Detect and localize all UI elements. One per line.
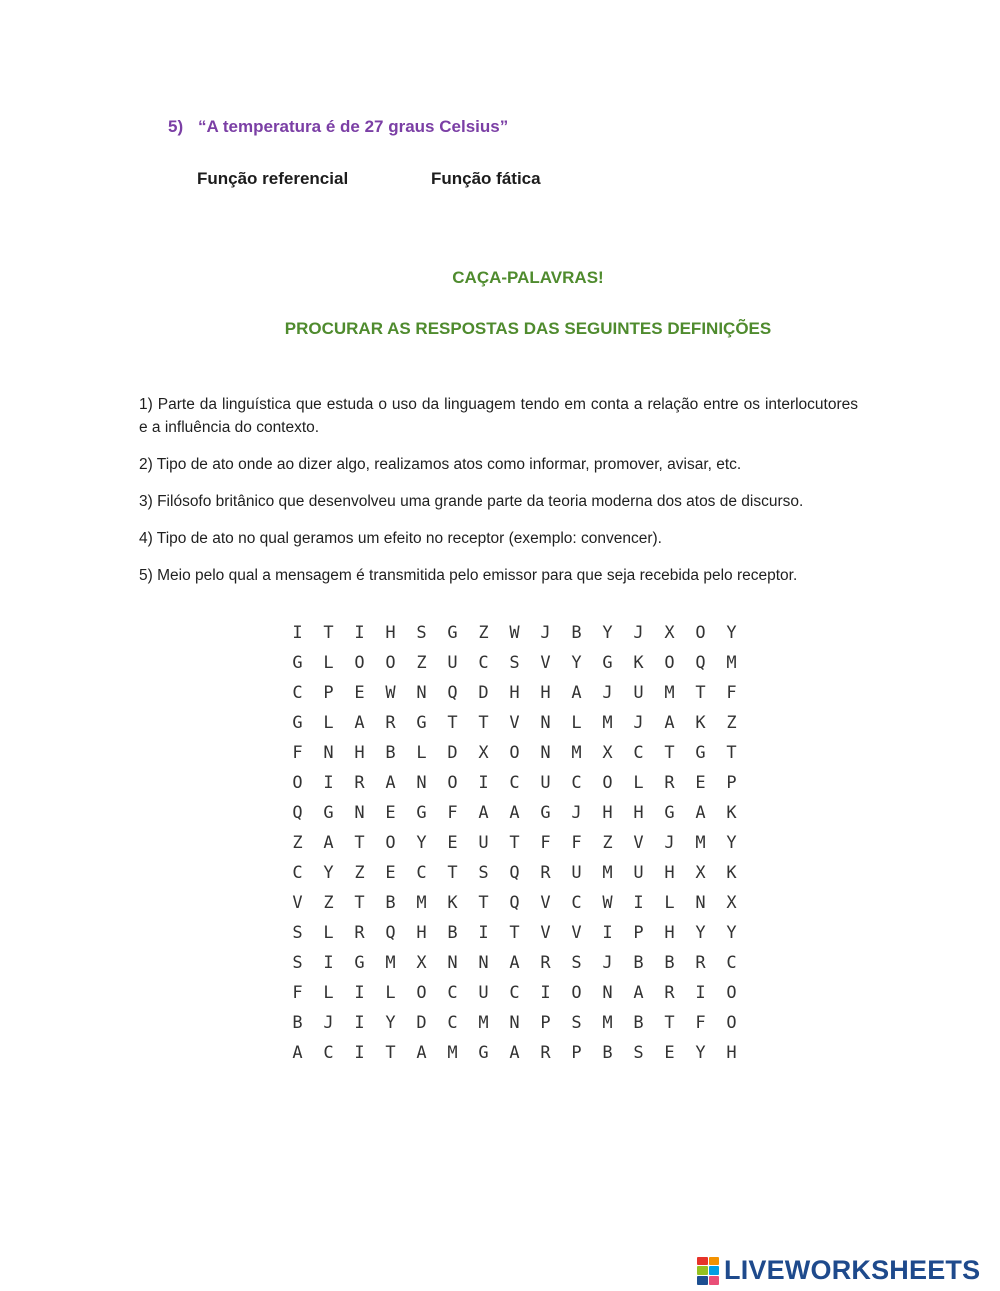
grid-cell[interactable]: P — [633, 923, 644, 943]
grid-cell[interactable]: H — [726, 1043, 737, 1063]
grid-cell[interactable]: S — [292, 953, 303, 973]
grid-cell[interactable]: O — [416, 983, 427, 1003]
grid-cell[interactable]: Z — [323, 893, 334, 913]
grid-cell[interactable]: N — [416, 773, 427, 793]
question-text: “A temperatura é de 27 graus Celsius” — [198, 117, 509, 136]
grid-cell[interactable]: T — [726, 743, 737, 763]
grid-cell[interactable]: P — [540, 1013, 551, 1033]
grid-cell[interactable]: Y — [726, 623, 737, 643]
grid-cell[interactable]: J — [602, 683, 613, 703]
grid-cell[interactable]: K — [633, 653, 644, 673]
question-5 — [168, 117, 508, 137]
grid-cell[interactable]: I — [602, 923, 613, 943]
grid-cell[interactable]: A — [509, 953, 520, 973]
grid-cell[interactable]: O — [354, 653, 365, 673]
grid-cell[interactable]: C — [292, 683, 303, 703]
grid-cell[interactable]: E — [354, 683, 365, 703]
grid-cell[interactable]: V — [540, 923, 551, 943]
grid-cell[interactable]: I — [354, 1043, 365, 1063]
grid-cell[interactable]: I — [292, 623, 303, 643]
grid-cell[interactable]: S — [509, 653, 520, 673]
grid-cell[interactable]: U — [478, 983, 489, 1003]
grid-cell[interactable]: X — [602, 743, 613, 763]
grid-cell[interactable]: O — [602, 773, 613, 793]
grid-row — [282, 678, 747, 708]
grid-cell[interactable]: K — [695, 713, 706, 733]
grid-cell[interactable]: M — [478, 1013, 489, 1033]
grid-cell[interactable]: B — [385, 743, 396, 763]
grid-cell[interactable]: T — [509, 923, 520, 943]
grid-cell[interactable]: M — [602, 1013, 613, 1033]
grid-row — [282, 978, 747, 1008]
grid-cell[interactable]: Z — [354, 863, 365, 883]
grid-cell[interactable]: V — [540, 653, 551, 673]
grid-cell[interactable]: C — [323, 1043, 334, 1063]
grid-cell[interactable]: G — [292, 653, 303, 673]
grid-cell[interactable]: S — [478, 863, 489, 883]
grid-cell[interactable]: K — [726, 863, 737, 883]
grid-cell[interactable]: N — [540, 713, 551, 733]
grid-cell[interactable]: E — [447, 833, 458, 853]
liveworksheets-logo-icon — [697, 1257, 719, 1285]
grid-cell[interactable]: B — [571, 623, 582, 643]
grid-cell[interactable]: O — [385, 833, 396, 853]
grid-cell[interactable]: H — [509, 683, 520, 703]
grid-cell[interactable]: I — [323, 953, 334, 973]
grid-cell[interactable]: O — [664, 653, 675, 673]
grid-cell[interactable]: O — [385, 653, 396, 673]
grid-cell[interactable]: M — [695, 833, 706, 853]
grid-cell[interactable]: F — [292, 983, 303, 1003]
grid-cell[interactable]: R — [354, 923, 365, 943]
grid-cell[interactable]: R — [664, 983, 675, 1003]
grid-cell[interactable]: M — [726, 653, 737, 673]
grid-cell[interactable]: Q — [447, 683, 458, 703]
grid-row — [282, 768, 747, 798]
grid-cell[interactable]: R — [354, 773, 365, 793]
grid-cell[interactable]: B — [633, 1013, 644, 1033]
grid-cell[interactable]: G — [447, 623, 458, 643]
grid-cell[interactable]: N — [323, 743, 334, 763]
grid-cell[interactable]: C — [292, 863, 303, 883]
grid-cell[interactable]: L — [664, 893, 675, 913]
grid-cell[interactable]: G — [323, 803, 334, 823]
grid-cell[interactable]: C — [416, 863, 427, 883]
grid-row — [282, 948, 747, 978]
grid-cell[interactable]: J — [540, 623, 551, 643]
grid-cell[interactable]: Z — [416, 653, 427, 673]
grid-cell[interactable]: K — [447, 893, 458, 913]
question-number: 5) — [168, 117, 184, 136]
grid-cell[interactable]: V — [292, 893, 303, 913]
grid-cell[interactable]: M — [602, 863, 613, 883]
grid-cell[interactable]: U — [633, 863, 644, 883]
grid-cell[interactable]: T — [664, 743, 675, 763]
grid-cell[interactable]: C — [726, 953, 737, 973]
grid-cell[interactable]: N — [509, 1013, 520, 1033]
grid-row — [282, 618, 747, 648]
grid-cell[interactable]: X — [726, 893, 737, 913]
grid-cell[interactable]: J — [571, 803, 582, 823]
grid-row — [282, 1038, 747, 1068]
grid-cell[interactable]: R — [385, 713, 396, 733]
wordsearch-title: CAÇA-PALAVRAS! — [452, 268, 604, 287]
grid-cell[interactable]: V — [633, 833, 644, 853]
grid-cell[interactable]: L — [416, 743, 427, 763]
grid-row — [282, 1008, 747, 1038]
grid-cell[interactable]: M — [602, 713, 613, 733]
grid-cell[interactable]: M — [416, 893, 427, 913]
grid-cell[interactable]: A — [323, 833, 334, 853]
grid-cell[interactable]: G — [664, 803, 675, 823]
grid-cell[interactable]: A — [633, 983, 644, 1003]
wordsearch-subtitle: PROCURAR AS RESPOSTAS DAS SEGUINTES DEFINIÇÕES — [284, 319, 772, 338]
grid-cell[interactable]: F — [447, 803, 458, 823]
grid-cell[interactable]: C — [447, 1013, 458, 1033]
grid-cell[interactable]: F — [695, 1013, 706, 1033]
grid-cell[interactable]: C — [447, 983, 458, 1003]
grid-cell[interactable]: Q — [509, 893, 520, 913]
grid-cell[interactable]: G — [602, 653, 613, 673]
liveworksheets-logo — [697, 1255, 980, 1286]
grid-cell[interactable]: N — [540, 743, 551, 763]
logo-square — [709, 1266, 720, 1275]
grid-cell[interactable]: H — [354, 743, 365, 763]
grid-cell[interactable]: U — [633, 683, 644, 703]
grid-cell[interactable]: A — [664, 713, 675, 733]
grid-cell[interactable]: T — [478, 713, 489, 733]
grid-cell[interactable]: P — [323, 683, 334, 703]
grid-cell[interactable]: Z — [292, 833, 303, 853]
grid-cell[interactable]: R — [695, 953, 706, 973]
grid-cell[interactable]: S — [292, 923, 303, 943]
grid-cell[interactable]: M — [447, 1043, 458, 1063]
grid-cell[interactable]: G — [478, 1043, 489, 1063]
grid-cell[interactable]: Y — [571, 653, 582, 673]
grid-cell[interactable]: O — [292, 773, 303, 793]
grid-cell[interactable]: R — [540, 863, 551, 883]
grid-cell[interactable]: R — [664, 773, 675, 793]
grid-cell[interactable]: Y — [416, 833, 427, 853]
grid-cell[interactable]: A — [509, 1043, 520, 1063]
grid-cell[interactable]: U — [540, 773, 551, 793]
logo-square — [697, 1266, 708, 1275]
grid-cell[interactable]: L — [323, 983, 334, 1003]
grid-cell[interactable]: L — [323, 713, 334, 733]
grid-cell[interactable]: J — [633, 623, 644, 643]
grid-cell[interactable]: E — [385, 803, 396, 823]
grid-cell[interactable]: X — [416, 953, 427, 973]
grid-cell[interactable]: O — [726, 983, 737, 1003]
grid-cell[interactable]: L — [323, 923, 334, 943]
grid-cell[interactable]: A — [509, 803, 520, 823]
grid-cell[interactable]: E — [695, 773, 706, 793]
grid-row — [282, 708, 747, 738]
grid-row — [282, 738, 747, 768]
grid-cell[interactable]: T — [509, 833, 520, 853]
grid-cell[interactable]: Q — [292, 803, 303, 823]
grid-cell[interactable]: Z — [478, 623, 489, 643]
grid-cell[interactable]: C — [478, 653, 489, 673]
grid-cell[interactable]: A — [385, 773, 396, 793]
grid-cell[interactable]: G — [695, 743, 706, 763]
grid-cell[interactable]: O — [447, 773, 458, 793]
grid-cell[interactable]: I — [354, 983, 365, 1003]
grid-cell[interactable]: N — [416, 683, 427, 703]
grid-cell[interactable]: O — [571, 983, 582, 1003]
grid-row — [282, 798, 747, 828]
grid-cell[interactable]: Y — [726, 923, 737, 943]
grid-row — [282, 858, 747, 888]
option-funcao-referencial[interactable]: Função referencial — [197, 169, 349, 188]
grid-cell[interactable]: A — [478, 803, 489, 823]
grid-cell[interactable]: I — [540, 983, 551, 1003]
grid-cell[interactable]: G — [416, 803, 427, 823]
grid-cell[interactable]: G — [416, 713, 427, 733]
grid-cell[interactable]: B — [664, 953, 675, 973]
grid-cell[interactable]: H — [633, 803, 644, 823]
grid-cell[interactable]: L — [633, 773, 644, 793]
grid-cell[interactable]: H — [664, 863, 675, 883]
word-search-grid[interactable] — [282, 618, 747, 1068]
grid-cell[interactable]: T — [354, 893, 365, 913]
grid-cell[interactable]: T — [695, 683, 706, 703]
grid-row — [282, 888, 747, 918]
grid-cell[interactable]: I — [478, 923, 489, 943]
grid-cell[interactable]: K — [726, 803, 737, 823]
grid-cell[interactable]: C — [509, 983, 520, 1003]
grid-cell[interactable]: D — [478, 683, 489, 703]
grid-cell[interactable]: G — [540, 803, 551, 823]
grid-cell[interactable]: E — [664, 1043, 675, 1063]
grid-cell[interactable]: T — [664, 1013, 675, 1033]
definition-5: 5) Meio pelo qual a mensagem é transmitida pelo emissor para que seja recebida pelo receptor. — [139, 567, 798, 584]
logo-square — [697, 1276, 708, 1285]
grid-cell[interactable]: T — [447, 863, 458, 883]
grid-cell[interactable]: N — [478, 953, 489, 973]
grid-cell[interactable]: R — [540, 953, 551, 973]
grid-cell[interactable]: I — [354, 623, 365, 643]
grid-cell[interactable]: X — [695, 863, 706, 883]
grid-cell[interactable]: R — [540, 1043, 551, 1063]
grid-cell[interactable]: C — [633, 743, 644, 763]
grid-cell[interactable]: M — [385, 953, 396, 973]
grid-row — [282, 828, 747, 858]
grid-cell[interactable]: B — [447, 923, 458, 943]
grid-cell[interactable]: Y — [695, 923, 706, 943]
grid-cell[interactable]: V — [571, 923, 582, 943]
grid-row — [282, 648, 747, 678]
grid-cell[interactable]: Q — [695, 653, 706, 673]
grid-cell[interactable]: F — [292, 743, 303, 763]
grid-cell[interactable]: I — [478, 773, 489, 793]
grid-cell[interactable]: H — [416, 923, 427, 943]
grid-cell[interactable]: Q — [509, 863, 520, 883]
grid-cell[interactable]: A — [292, 1043, 303, 1063]
grid-cell[interactable]: P — [571, 1043, 582, 1063]
grid-cell[interactable]: S — [416, 623, 427, 643]
grid-cell[interactable]: N — [447, 953, 458, 973]
grid-cell[interactable]: D — [416, 1013, 427, 1033]
grid-cell[interactable]: T — [478, 893, 489, 913]
definition-3: 3) Filósofo britânico que desenvolveu uma grande parte da teoria moderna dos atos de discurso. — [139, 493, 804, 510]
grid-cell[interactable]: Y — [385, 1013, 396, 1033]
grid-cell[interactable]: I — [695, 983, 706, 1003]
grid-cell[interactable]: W — [602, 893, 613, 913]
grid-cell[interactable]: Y — [695, 1043, 706, 1063]
grid-cell[interactable]: N — [354, 803, 365, 823]
grid-cell[interactable]: H — [540, 683, 551, 703]
definition-4: 4) Tipo de ato no qual geramos um efeito no receptor (exemplo: convencer). — [139, 530, 662, 547]
grid-cell[interactable]: A — [416, 1043, 427, 1063]
option-funcao-fatica[interactable]: Função fática — [431, 169, 541, 188]
grid-cell[interactable]: U — [447, 653, 458, 673]
grid-cell[interactable]: T — [447, 713, 458, 733]
grid-cell[interactable]: S — [571, 1013, 582, 1033]
grid-cell[interactable]: C — [571, 773, 582, 793]
grid-row — [282, 918, 747, 948]
grid-cell[interactable]: B — [602, 1043, 613, 1063]
grid-cell[interactable]: U — [571, 863, 582, 883]
grid-cell[interactable]: E — [385, 863, 396, 883]
definition-2: 2) Tipo de ato onde ao dizer algo, realizamos atos como informar, promover, avisar, etc. — [139, 456, 742, 473]
grid-cell[interactable]: N — [695, 893, 706, 913]
grid-cell[interactable]: V — [540, 893, 551, 913]
logo-square — [697, 1257, 708, 1266]
grid-cell[interactable]: O — [726, 1013, 737, 1033]
definitions-list — [139, 393, 858, 601]
grid-cell[interactable]: L — [323, 653, 334, 673]
grid-cell[interactable]: F — [540, 833, 551, 853]
grid-cell[interactable]: Q — [385, 923, 396, 943]
grid-cell[interactable]: H — [602, 803, 613, 823]
grid-cell[interactable]: F — [571, 833, 582, 853]
logo-square — [709, 1257, 720, 1266]
grid-cell[interactable]: G — [292, 713, 303, 733]
grid-cell[interactable]: H — [664, 923, 675, 943]
grid-cell[interactable]: Z — [602, 833, 613, 853]
grid-cell[interactable]: Z — [726, 713, 737, 733]
grid-cell[interactable]: B — [385, 893, 396, 913]
grid-cell[interactable]: B — [292, 1013, 303, 1033]
grid-cell[interactable]: J — [323, 1013, 334, 1033]
grid-cell[interactable]: L — [385, 983, 396, 1003]
grid-cell[interactable]: J — [633, 713, 644, 733]
grid-cell[interactable]: B — [633, 953, 644, 973]
grid-cell[interactable]: X — [478, 743, 489, 763]
grid-cell[interactable]: U — [478, 833, 489, 853]
grid-cell[interactable]: V — [509, 713, 520, 733]
grid-cell[interactable]: O — [695, 623, 706, 643]
grid-cell[interactable]: N — [602, 983, 613, 1003]
grid-cell[interactable]: C — [509, 773, 520, 793]
grid-cell[interactable]: T — [323, 623, 334, 643]
grid-cell[interactable]: A — [695, 803, 706, 823]
logo-square — [709, 1276, 720, 1285]
grid-cell[interactable]: I — [323, 773, 334, 793]
grid-cell[interactable]: D — [447, 743, 458, 763]
grid-cell[interactable]: I — [354, 1013, 365, 1033]
grid-cell[interactable]: J — [664, 833, 675, 853]
grid-cell[interactable]: T — [385, 1043, 396, 1063]
grid-cell[interactable]: S — [571, 953, 582, 973]
grid-cell[interactable]: L — [571, 713, 582, 733]
grid-cell[interactable]: M — [571, 743, 582, 763]
brand-name: LIVEWORKSHEETS — [724, 1255, 981, 1285]
grid-cell[interactable]: I — [633, 893, 644, 913]
grid-cell[interactable]: T — [354, 833, 365, 853]
grid-cell[interactable]: C — [571, 893, 582, 913]
grid-cell[interactable]: A — [354, 713, 365, 733]
grid-cell[interactable]: G — [354, 953, 365, 973]
grid-cell[interactable]: W — [385, 683, 396, 703]
grid-cell[interactable]: W — [509, 623, 520, 643]
grid-cell[interactable]: Y — [323, 863, 334, 883]
grid-cell[interactable]: M — [664, 683, 675, 703]
grid-cell[interactable]: Y — [726, 833, 737, 853]
grid-cell[interactable]: P — [726, 773, 737, 793]
grid-cell[interactable]: A — [571, 683, 582, 703]
grid-cell[interactable]: X — [664, 623, 675, 643]
grid-cell[interactable]: S — [633, 1043, 644, 1063]
grid-cell[interactable]: Y — [602, 623, 613, 643]
grid-cell[interactable]: H — [385, 623, 396, 643]
definition-1: 1) Parte da linguística que estuda o uso da linguagem tendo em conta a relação entre os interlocutores e a influência do contexto. — [139, 396, 858, 436]
grid-cell[interactable]: J — [602, 953, 613, 973]
grid-cell[interactable]: F — [726, 683, 737, 703]
grid-cell[interactable]: O — [509, 743, 520, 763]
